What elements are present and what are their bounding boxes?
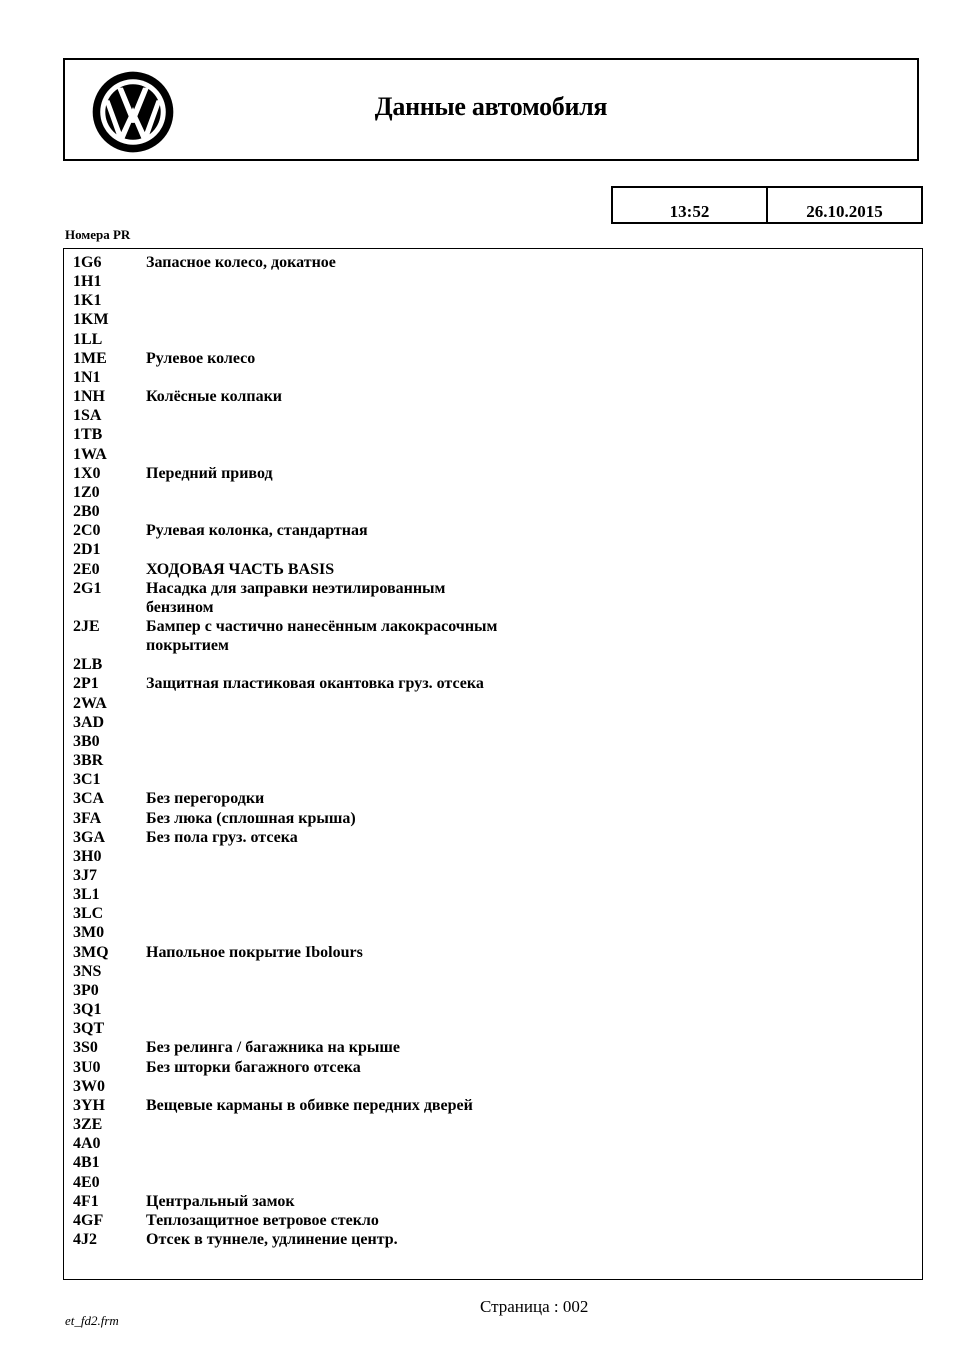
pr-row [73, 291, 893, 310]
pr-description [146, 1115, 506, 1134]
pr-row [73, 1096, 893, 1115]
pr-code: 2B0 [73, 503, 100, 521]
pr-row [73, 464, 893, 483]
pr-row [73, 1000, 893, 1019]
pr-row [73, 1038, 893, 1057]
pr-row [73, 828, 893, 847]
pr-row [73, 809, 893, 828]
section-label: Номера PR [65, 227, 131, 242]
pr-row [73, 1192, 893, 1211]
pr-row [73, 1211, 893, 1230]
pr-code: 1X0 [73, 464, 101, 482]
pr-row [73, 885, 893, 904]
pr-description: Без релинга / багажника на крыше [146, 1039, 400, 1057]
pr-code: 4J2 [73, 1230, 97, 1248]
pr-code: 4E0 [73, 1173, 100, 1191]
pr-code: 2D1 [73, 541, 101, 559]
pr-code: 2G1 [73, 579, 102, 597]
pr-code: 1N1 [73, 368, 101, 386]
pr-row [73, 943, 893, 962]
pr-description [146, 732, 506, 751]
pr-code: 3GA [73, 828, 105, 846]
pr-row [73, 981, 893, 1000]
pr-code: 3MQ [73, 943, 109, 961]
pr-code: 2E0 [73, 560, 100, 578]
pr-row [73, 1077, 893, 1096]
pr-code: 3LC [73, 905, 104, 923]
pr-code: 1H1 [73, 273, 102, 291]
pr-description: Рулевое колесо [146, 349, 256, 367]
pr-description [146, 713, 506, 732]
pr-row [73, 253, 893, 272]
pr-code: 4GF [73, 1211, 104, 1229]
pr-description [146, 502, 506, 521]
pr-code: 3M0 [73, 924, 105, 942]
pr-code: 3C1 [73, 771, 101, 789]
pr-code: 2LB [73, 656, 103, 674]
pr-row [73, 330, 893, 349]
pr-description: Отсек в туннеле, удлинение центр. [146, 1230, 398, 1248]
pr-description [146, 272, 506, 291]
pr-row [73, 1019, 893, 1038]
pr-description [146, 655, 506, 674]
pr-row [73, 406, 893, 425]
pr-row [73, 694, 893, 713]
pr-description [146, 483, 506, 502]
pr-row [73, 445, 893, 464]
pr-code: 2C0 [73, 522, 101, 540]
pr-description: Напольное покрытие Ibolours [146, 943, 363, 961]
pr-description: Без пола груз. отсека [146, 828, 298, 846]
pr-code: 3NS [73, 962, 102, 980]
document-header [63, 58, 919, 161]
pr-description: Центральный замок [146, 1192, 295, 1210]
pr-code: 1NH [73, 388, 105, 406]
pr-code: 1G6 [73, 254, 102, 271]
pr-code: 4B1 [73, 1154, 100, 1172]
pr-code: 3Q1 [73, 1001, 102, 1019]
pr-code: 3FA [73, 809, 102, 827]
pr-code: 1K1 [73, 292, 102, 310]
pr-row [73, 483, 893, 502]
pr-row [73, 272, 893, 291]
pr-code: 1Z0 [73, 483, 100, 501]
pr-codes-table [63, 248, 923, 1280]
pr-row [73, 540, 893, 559]
pr-code: 3U0 [73, 1058, 101, 1076]
pr-description: Вещевые карманы в обивке передних дверей [146, 1096, 473, 1114]
pr-description [146, 770, 506, 789]
pr-description [146, 694, 506, 713]
pr-description: Колёсные колпаки [146, 388, 283, 406]
pr-code: 1LL [73, 330, 103, 348]
pr-description: Запасное колесо, докатное [146, 254, 336, 271]
pr-description: Рулевая колонка, стандартная [146, 522, 368, 540]
pr-description [146, 981, 506, 1000]
pr-description [146, 1000, 506, 1019]
pr-description: Передний привод [146, 464, 273, 482]
pr-row [73, 655, 893, 674]
pr-row [73, 847, 893, 866]
pr-code: 3YH [73, 1096, 105, 1114]
pr-code: 3QT [73, 1020, 105, 1038]
pr-row [73, 502, 893, 521]
pr-description: Без перегородки [146, 790, 265, 808]
pr-code: 3B0 [73, 732, 100, 750]
pr-description [146, 1077, 506, 1096]
pr-description: Защитная пластиковая окантовка груз. отсека [146, 675, 484, 693]
pr-description: Без люка (сплошная крыша) [146, 809, 356, 827]
pr-code: 3S0 [73, 1039, 98, 1057]
pr-code: 3CA [73, 790, 105, 808]
timestamp-box [611, 186, 923, 224]
pr-description [146, 1134, 506, 1153]
pr-description: Бампер с частично нанесённым лакокрасочным покрытием [146, 617, 498, 655]
pr-row [73, 1058, 893, 1077]
form-name: et_fd2.frm [65, 1313, 119, 1328]
date-value: 26.10.2015 [766, 188, 921, 222]
pr-list [73, 253, 893, 1249]
pr-description [146, 923, 506, 942]
page-number: Страница : 002 [480, 1297, 589, 1316]
pr-code: 3W0 [73, 1077, 105, 1095]
pr-description [146, 866, 506, 885]
pr-row [73, 579, 893, 617]
pr-row [73, 1230, 893, 1249]
pr-row [73, 387, 893, 406]
pr-code: 3P0 [73, 981, 99, 999]
pr-row [73, 674, 893, 693]
pr-code: 1ME [73, 349, 107, 367]
pr-description [146, 751, 506, 770]
pr-description [146, 962, 506, 981]
pr-code: 3H0 [73, 847, 102, 865]
pr-code: 3L1 [73, 886, 100, 904]
pr-description: Теплозащитное ветровое стекло [146, 1211, 379, 1229]
pr-row [73, 368, 893, 387]
pr-description [146, 330, 506, 349]
pr-row [73, 310, 893, 329]
pr-description [146, 847, 506, 866]
pr-description [146, 425, 506, 444]
pr-row [73, 770, 893, 789]
time-value: 13:52 [669, 202, 710, 221]
pr-description [146, 368, 506, 387]
pr-row [73, 1153, 893, 1172]
pr-row [73, 962, 893, 981]
pr-code: 3J7 [73, 867, 97, 884]
pr-row [73, 904, 893, 923]
pr-code: 1SA [73, 407, 102, 425]
pr-code: 1WA [73, 445, 107, 463]
pr-row [73, 713, 893, 732]
pr-row [73, 425, 893, 444]
pr-code: 1TB [73, 426, 103, 444]
pr-row [73, 521, 893, 540]
pr-code: 3ZE [73, 1116, 103, 1134]
pr-code: 3AD [73, 713, 105, 731]
pr-row [73, 923, 893, 942]
pr-row [73, 1115, 893, 1134]
pr-row [73, 751, 893, 770]
pr-description: Без шторки багажного отсека [146, 1058, 361, 1076]
pr-code: 3BR [73, 752, 104, 770]
pr-row [73, 349, 893, 368]
pr-row [73, 560, 893, 579]
pr-description [146, 445, 506, 464]
pr-description [146, 291, 506, 310]
pr-row [73, 1173, 893, 1192]
pr-description [146, 540, 506, 559]
pr-code: 2WA [73, 694, 107, 712]
pr-description [146, 310, 506, 329]
pr-code: 2JE [73, 617, 100, 635]
pr-description [146, 1173, 506, 1192]
pr-row [73, 732, 893, 751]
pr-code: 2P1 [73, 675, 99, 693]
pr-description: Насадка для заправки неэтилированным бензином [146, 579, 446, 616]
document-title: Данные автомобиля [374, 92, 608, 121]
pr-description [146, 885, 506, 904]
pr-description [146, 406, 506, 425]
pr-description [146, 904, 506, 923]
pr-row [73, 1134, 893, 1153]
pr-description [146, 1019, 506, 1038]
pr-description: ХОДОВАЯ ЧАСТЬ BASIS [146, 560, 335, 578]
pr-description [146, 1153, 506, 1172]
pr-row [73, 866, 893, 885]
pr-row [73, 789, 893, 808]
pr-code: 4F1 [73, 1192, 99, 1210]
pr-code: 1KM [73, 311, 109, 329]
pr-row [73, 617, 893, 655]
pr-code: 4A0 [73, 1135, 101, 1153]
